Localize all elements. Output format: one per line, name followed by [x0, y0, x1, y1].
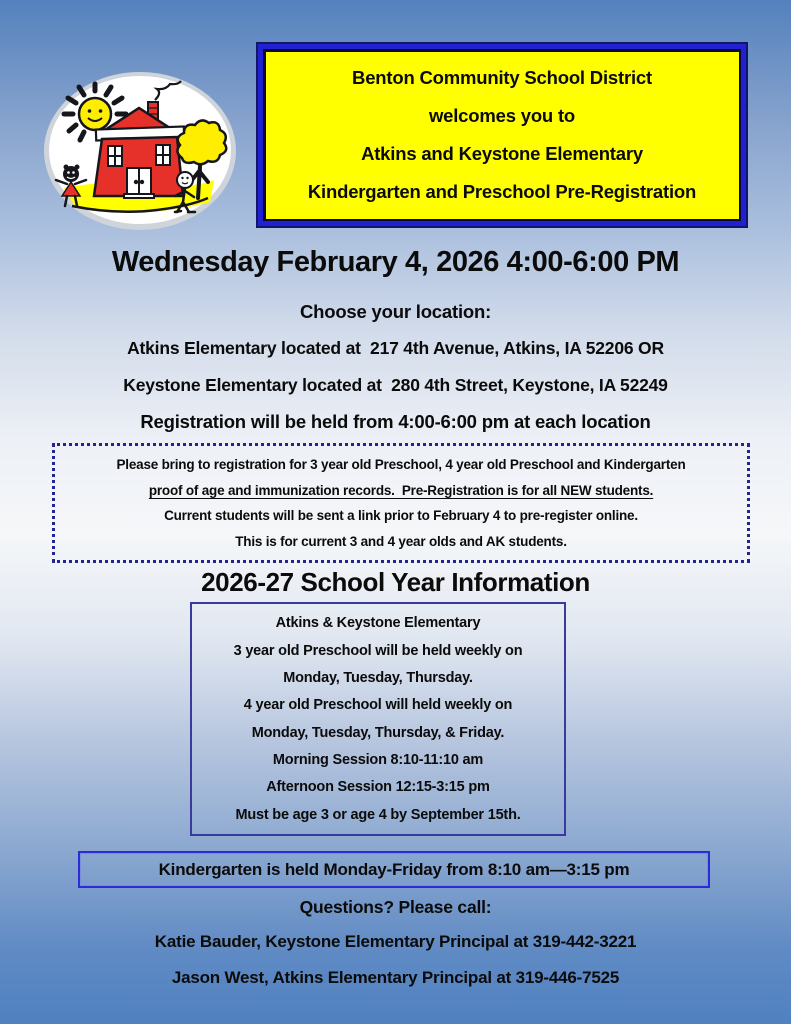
info-line-3yo: 3 year old Preschool will be held weekly on: [233, 642, 523, 659]
info-line-morning-session: Morning Session 8:10-11:10 am: [272, 751, 484, 768]
questions-label: Questions? Please call:: [299, 897, 492, 917]
info-line-3yo-days: Monday, Tuesday, Thursday.: [283, 669, 473, 686]
atkins-location-line: Atkins Elementary located at 217 4th Avenue, Atkins, IA 52206 OR: [127, 338, 664, 358]
schoolhouse-clipart: [42, 70, 238, 232]
registration-time-line: Registration will be held from 4:00-6:00 pm at each location: [140, 411, 651, 432]
notice-line-2: proof of age and immunization records. Pre-Registration is for all NEW students.: [148, 482, 654, 498]
atkins-principal-contact: Jason West, Atkins Elementary Principal at 319-446-7525: [171, 968, 620, 987]
title-banner: [256, 42, 748, 228]
info-line-age-requirement: Must be age 3 or age 4 by September 15th.: [235, 806, 521, 823]
kindergarten-schedule-text: Kindergarten is held Monday-Friday from 8:10 am—3:15 pm: [158, 859, 630, 879]
title-banner-inner: [265, 51, 740, 220]
banner-line-schools: Atkins and Keystone Elementary: [361, 142, 643, 164]
choose-location-label: Choose your location:: [299, 301, 492, 322]
schoolhouse-clipart-svg: [42, 70, 238, 232]
title-banner-border: [258, 44, 746, 226]
banner-line-event: Kindergarten and Preschool Pre-Registration: [307, 180, 697, 202]
school-year-info-box: [190, 602, 566, 836]
info-line-4yo-days: Monday, Tuesday, Thursday, & Friday.: [251, 724, 505, 741]
keystone-principal-contact: Katie Bauder, Keystone Elementary Principal at 319-442-3221: [154, 932, 637, 951]
notice-line-1: Please bring to registration for 3 year old Preschool, 4 year old Preschool and Kindergarten: [116, 456, 686, 472]
info-line-afternoon-session: Afternoon Session 12:15-3:15 pm: [266, 779, 490, 796]
keystone-location-line: Keystone Elementary located at 280 4th Street, Keystone, IA 52249: [123, 375, 668, 395]
notice-line-3: Current students will be sent a link prior to February 4 to pre-register online.: [164, 508, 638, 524]
info-line-schools: Atkins & Keystone Elementary: [275, 615, 481, 632]
info-line-4yo: 4 year old Preschool will held weekly on: [243, 697, 513, 714]
banner-line-district: Benton Community School District: [352, 67, 652, 89]
banner-line-welcome: welcomes you to: [428, 105, 576, 127]
kindergarten-schedule-box: [78, 851, 710, 888]
registration-notice-box: [52, 443, 750, 563]
notice-line-4: This is for current 3 and 4 year olds and AK students.: [235, 534, 567, 550]
school-year-heading: 2026-27 School Year Information: [201, 567, 590, 597]
event-date-heading: Wednesday February 4, 2026 4:00-6:00 PM: [111, 246, 680, 278]
